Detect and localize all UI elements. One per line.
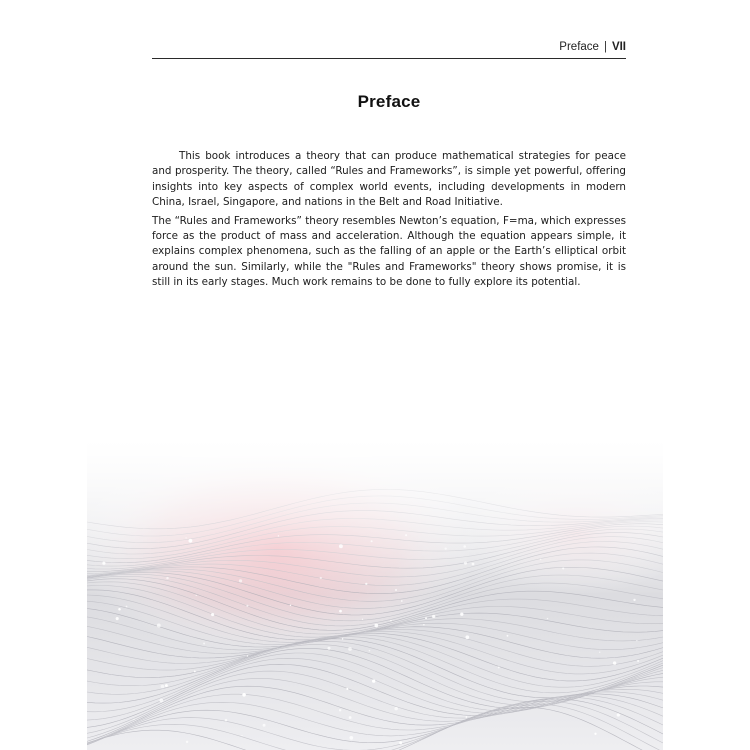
running-header bbox=[152, 40, 626, 59]
paragraph-2: The “Rules and Frameworks” theory resembles Newton’s equation, F=ma, which expresses force as the product of mass and acceleration. Although the equation appears simple, it explains complex phenomena, such as the falling of an apple or the Earth’s elliptical orbit around the sun. Similarly, while the "Rules and Frameworks" theory shows promise, it is still in its early stages. Much work remains to be done to fully explore its potential. bbox=[152, 214, 626, 289]
header-separator: | bbox=[603, 41, 607, 53]
header-page-number: VII bbox=[611, 41, 626, 53]
abstract-wave-illustration bbox=[87, 440, 663, 750]
header-section-label: Preface bbox=[559, 41, 599, 53]
paragraph-1: This book introduces a theory that can produce mathematical strategies for peace and prosperity. The theory, called “Rules and Frameworks”, is simple yet powerful, offering insights into key aspects of complex world events, including developments in modern China, Israel, Singapore, and nations in the Belt and Road Initiative. bbox=[152, 150, 626, 209]
body-text bbox=[152, 149, 626, 294]
page-title: Preface bbox=[357, 92, 421, 111]
